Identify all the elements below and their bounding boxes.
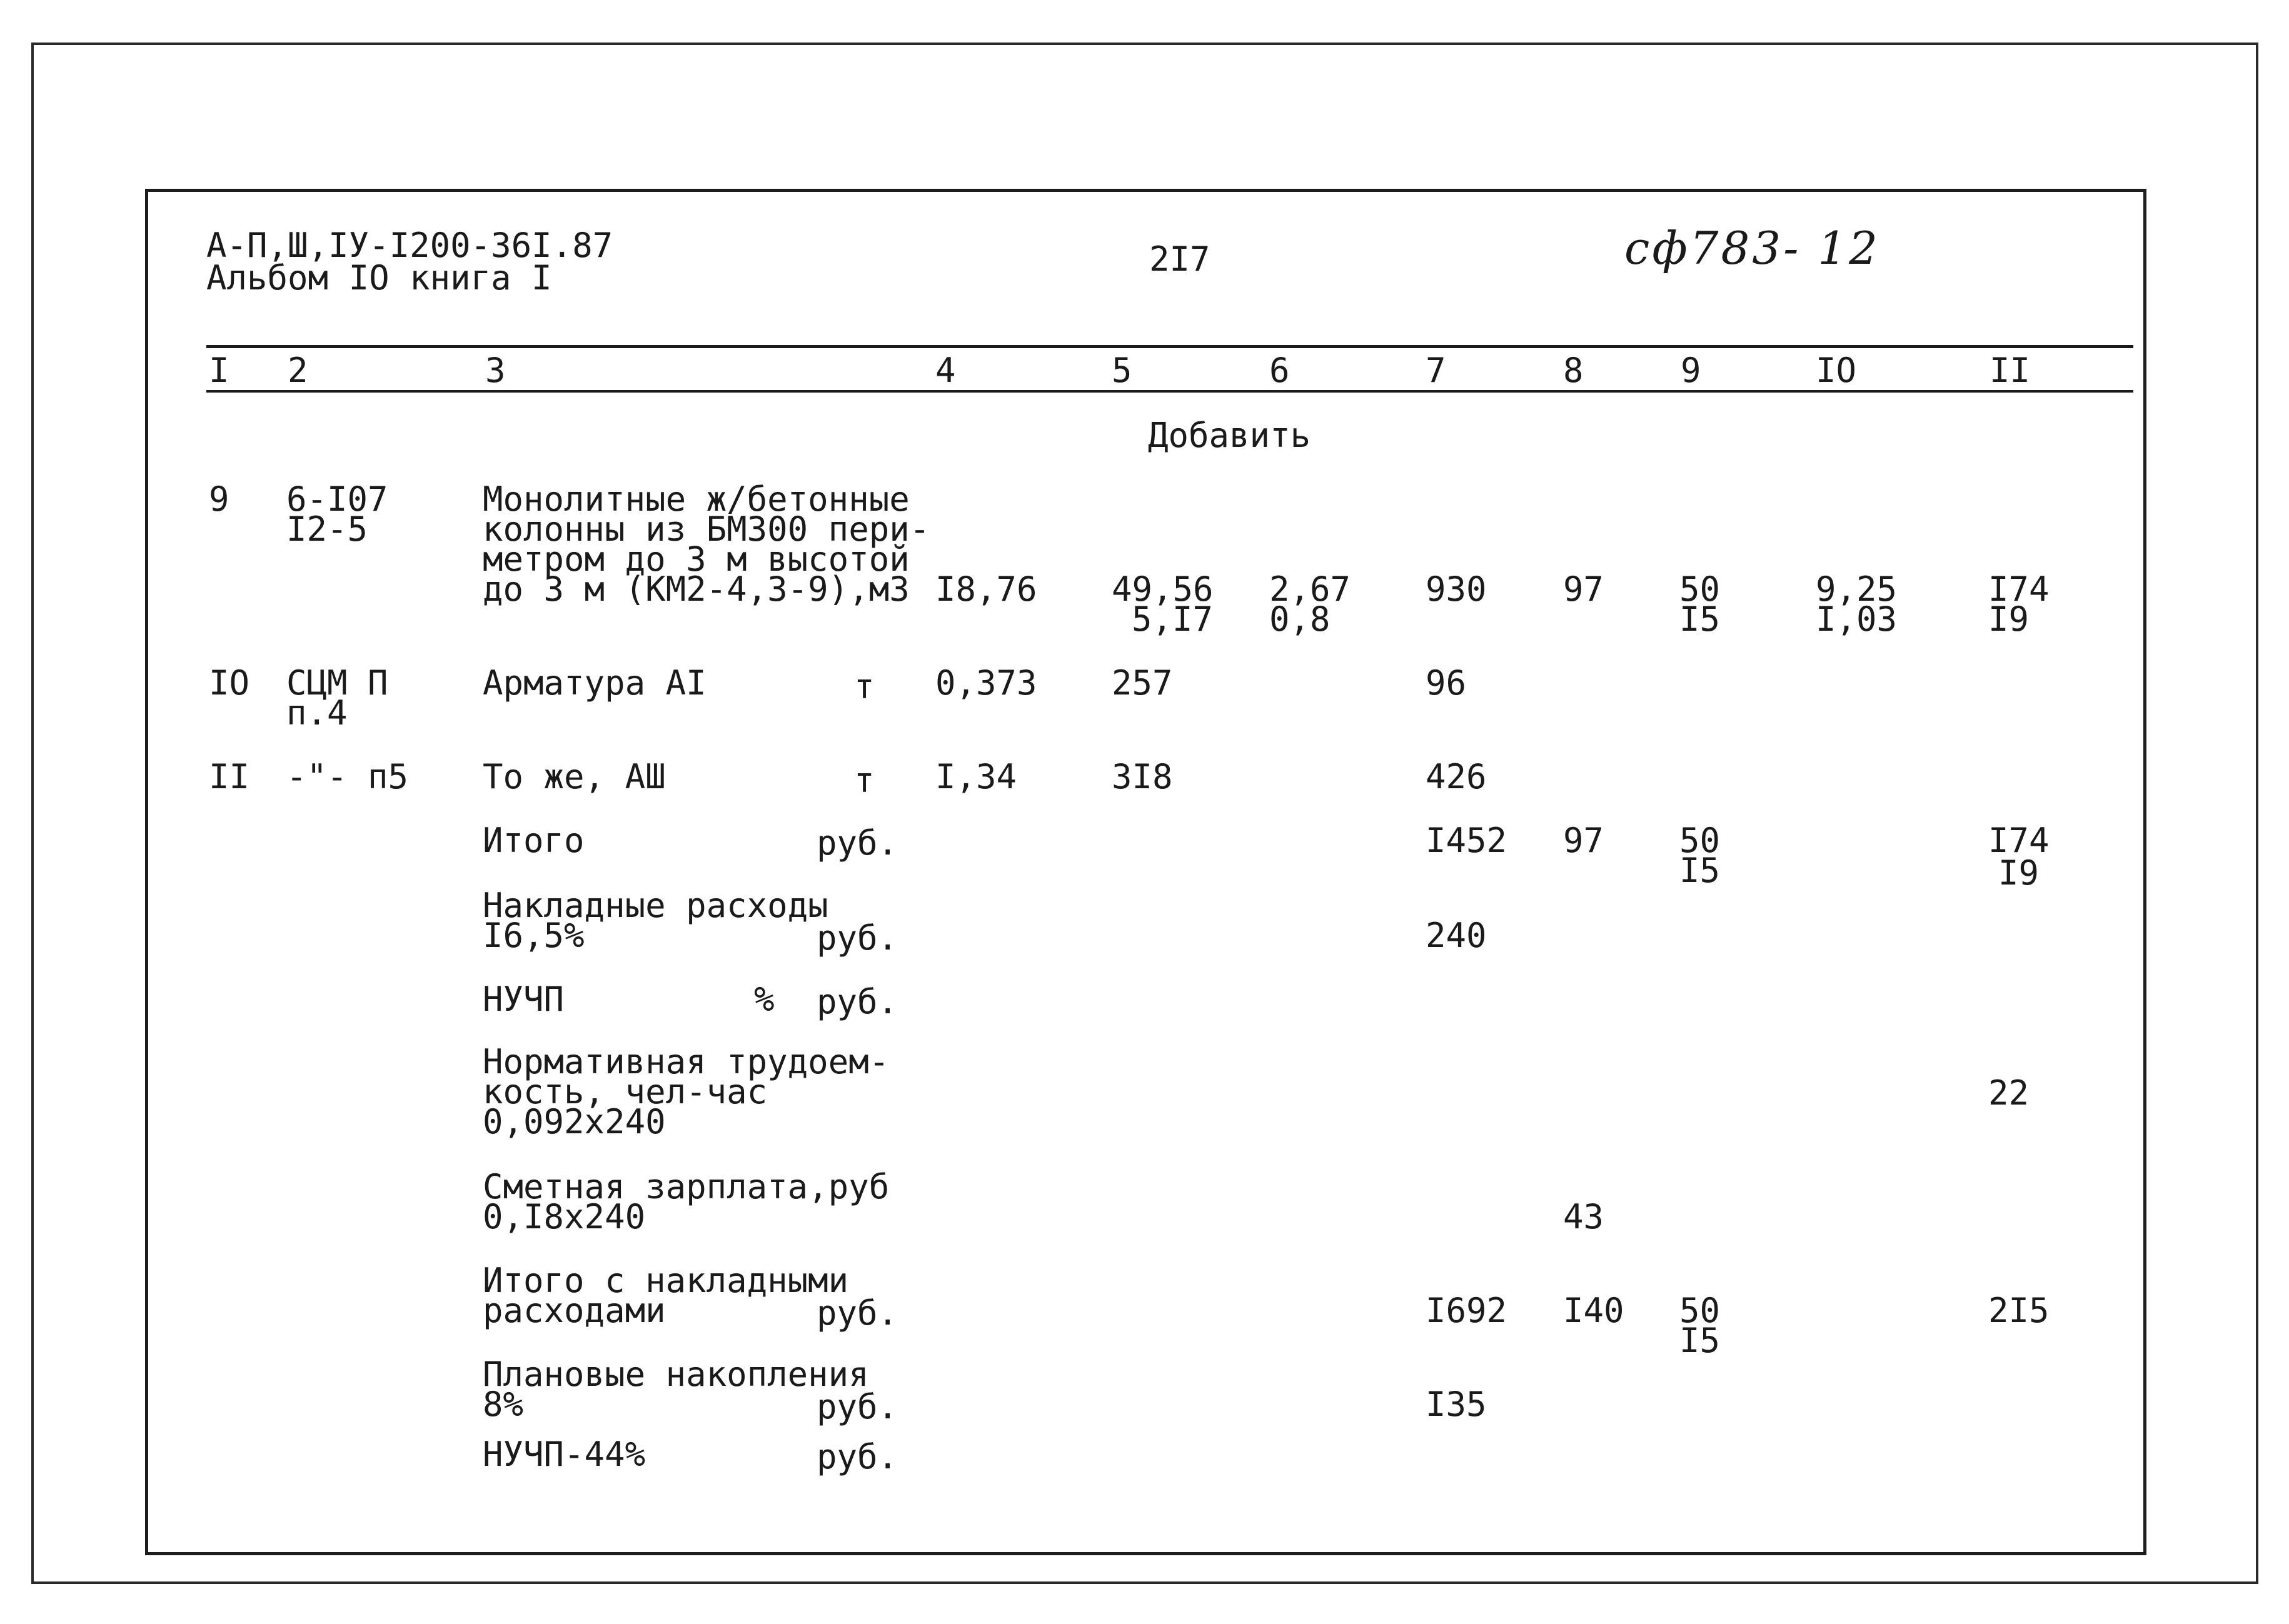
cell-col7: I452 [1426, 821, 1507, 860]
cell-col7: I35 [1426, 1385, 1487, 1424]
row-description: колонны из БМ300 пери- [483, 509, 930, 549]
row-number: 9 [209, 479, 229, 519]
summary-unit: руб. [817, 823, 898, 863]
row-code: -"- п5 [286, 757, 409, 796]
document-frame [145, 189, 2146, 1555]
cell-col11: I74 [1988, 821, 2050, 860]
cell-col4: I8,76 [935, 569, 1037, 609]
summary-unit: руб. [817, 1437, 898, 1476]
doc-code: А-П,Ш,IУ-I200-36I.87 [206, 226, 613, 265]
col-header-9: 9 [1681, 351, 1701, 390]
col-header-3: 3 [485, 351, 506, 390]
col-header-6: 6 [1269, 351, 1290, 390]
summary-label: Итого [483, 821, 585, 860]
page-number: 2I7 [1149, 239, 1210, 279]
row-description: до 3 м (КМ2-4,3-9),м3 [483, 569, 910, 609]
col-header-11: II [1990, 351, 2031, 390]
row-code: п.4 [286, 693, 348, 733]
cell-col11: I9 [1988, 599, 2030, 639]
cell-col11: I74 [1988, 569, 2050, 609]
cell-col5: 49,56 [1112, 569, 1214, 609]
cell-col10: 9,25 [1816, 569, 1898, 609]
cell-col6: 2,67 [1269, 569, 1351, 609]
summary-label: Нормативная трудоем- [483, 1042, 890, 1081]
summary-label: расходами [483, 1291, 666, 1330]
summary-label: Итого с накладными [483, 1261, 849, 1300]
cell-col5: 3I8 [1112, 757, 1173, 796]
cell-col9: I5 [1679, 599, 1721, 639]
col-header-4: 4 [935, 351, 956, 390]
summary-unit: руб. [817, 982, 898, 1021]
summary-label: Плановые накопления [483, 1355, 869, 1394]
cell-col8: 43 [1563, 1197, 1604, 1236]
cell-col9: I5 [1679, 1321, 1721, 1360]
summary-label: 0,092х240 [483, 1102, 666, 1141]
cell-col5: 257 [1112, 663, 1173, 703]
section-title: Добавить [1148, 416, 1311, 455]
header-rule-bottom [206, 390, 2133, 393]
cell-col11: I9 [1998, 853, 2040, 893]
cell-col8: 97 [1563, 821, 1604, 860]
cell-col7: 930 [1426, 569, 1487, 609]
cell-col10: I,03 [1816, 599, 1898, 639]
cell-col7: 426 [1426, 757, 1487, 796]
summary-percent: % [754, 980, 775, 1019]
row-code: 6-I07 [286, 479, 388, 519]
cell-col8: 97 [1563, 569, 1604, 609]
cell-col4: 0,373 [935, 663, 1037, 703]
header-rule-top [206, 345, 2133, 348]
album-label: Альбом IO книга I [206, 258, 552, 298]
sheet-code: сф783- 12 [1624, 222, 1880, 274]
row-code: I2-5 [286, 509, 368, 549]
col-header-8: 8 [1563, 351, 1584, 390]
col-header-10: IO [1816, 351, 1857, 390]
row-number: II [209, 757, 250, 796]
summary-label: Сметная зарплата,руб [483, 1167, 890, 1206]
row-description: метром до 3 м высотой [483, 539, 910, 579]
summary-label: НУЧП [483, 980, 565, 1019]
cell-col5: 5,I7 [1132, 599, 1214, 639]
summary-label: I6,5% [483, 916, 585, 955]
summary-unit: руб. [817, 918, 898, 958]
cell-col8: I40 [1563, 1291, 1624, 1330]
cell-col7: 96 [1426, 663, 1467, 703]
col-header-5: 5 [1112, 351, 1132, 390]
cell-col9: 50 [1679, 1291, 1721, 1330]
cell-col11: 22 [1988, 1073, 2030, 1113]
col-header-1: I [209, 351, 229, 390]
col-header-2: 2 [288, 351, 308, 390]
row-number: IO [209, 663, 250, 703]
cell-col11: 2I5 [1988, 1291, 2050, 1330]
summary-label: Накладные расходы [483, 886, 828, 925]
summary-label: НУЧП-44% [483, 1435, 646, 1474]
summary-label: кость, чел-час [483, 1072, 768, 1111]
row-description: Монолитные ж/бетонные [483, 479, 910, 519]
summary-unit: руб. [817, 1387, 898, 1426]
summary-label: 8% [483, 1385, 524, 1424]
cell-col9: I5 [1679, 851, 1721, 890]
col-header-7: 7 [1426, 351, 1446, 390]
cell-col7: 240 [1426, 916, 1487, 955]
cell-col6: 0,8 [1269, 599, 1331, 639]
cell-col9: 50 [1679, 569, 1721, 609]
row-description: Арматура AI [483, 663, 707, 703]
row-description: То же, АШ [483, 757, 666, 796]
row-unit: т [854, 667, 875, 706]
cell-col9: 50 [1679, 821, 1721, 860]
summary-unit: руб. [817, 1293, 898, 1333]
row-unit: т [854, 761, 875, 800]
row-code: СЦМ П [286, 663, 388, 703]
cell-col7: I692 [1426, 1291, 1507, 1330]
summary-label: 0,I8х240 [483, 1197, 646, 1236]
cell-col4: I,34 [935, 757, 1017, 796]
